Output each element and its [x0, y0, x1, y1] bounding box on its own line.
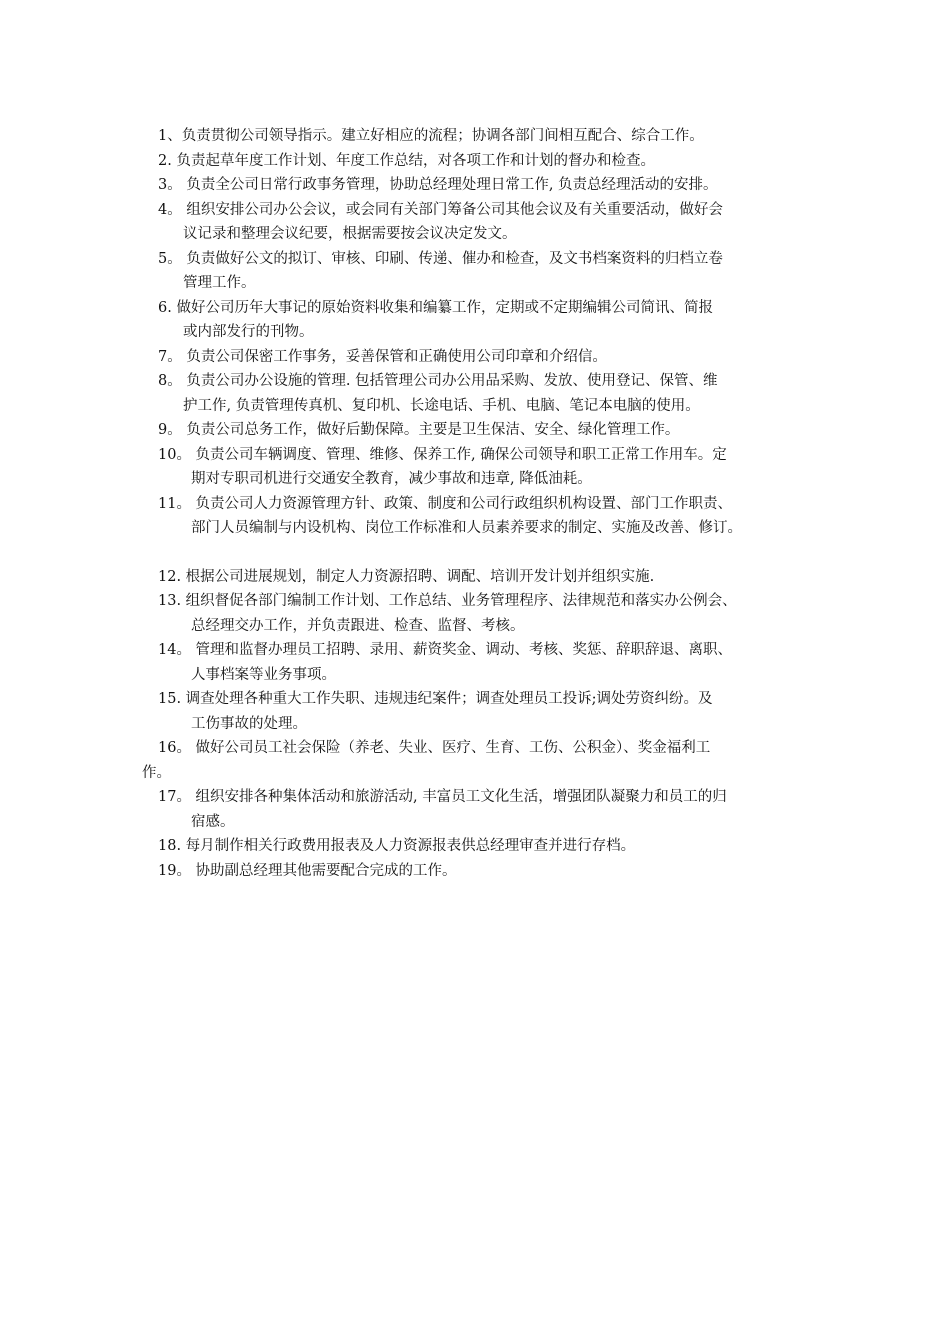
- item-number: 8。: [158, 373, 182, 389]
- item-text: 负责公司保密工作事务，妥善保管和正确使用公司印章和介绍信。: [181, 348, 607, 365]
- item-number: 12.: [158, 568, 182, 585]
- item-text: 负责公司人力资源管理方针、政策、制度和公司行政组织机构设置、部门工作职责、: [190, 495, 733, 512]
- item-continuation: 作。: [142, 764, 171, 781]
- item-number: 13.: [158, 593, 182, 609]
- item-number: 15.: [158, 691, 182, 707]
- item-continuation: 宿感。: [191, 813, 235, 830]
- list-item: [138, 834, 828, 859]
- item-text: 调查处理各种重大工作失职、违规违纪案件；调查处理员工投诉;调处劳资纠纷。及: [181, 691, 713, 707]
- item-number: 11。: [158, 495, 191, 512]
- item-continuation: 人事档案等业务事项。: [191, 666, 336, 683]
- list-item: [138, 785, 828, 834]
- item-number: 9。: [158, 422, 182, 438]
- item-continuation: 管理工作。: [183, 275, 256, 291]
- item-number: 5。: [158, 250, 182, 267]
- item-number: 17。: [158, 789, 191, 805]
- list-item: [138, 638, 828, 687]
- list-item: [138, 149, 828, 174]
- item-number: 3。: [158, 177, 182, 193]
- item-continuation: 部门人员编制与内设机构、岗位工作标准和人员素养要求的制定、实施及改善、修订。: [191, 520, 742, 536]
- item-text: 负责起草年度工作计划、年度工作总结，对各项工作和计划的督办和检查。: [171, 152, 655, 169]
- list-item: [138, 345, 828, 370]
- item-text: 根据公司进展规划，制定人力资源招聘、调配、培训开发计划并组织实施.: [181, 568, 655, 585]
- item-continuation: 期对专职司机进行交通安全教育，减少事故和违章, 降低油耗。: [191, 471, 592, 487]
- item-continuation: 护工作, 负责管理传真机、复印机、长途电话、手机、电脑、笔记本电脑的使用。: [183, 397, 700, 414]
- item-text: 做好公司历年大事记的原始资料收集和编纂工作，定期或不定期编辑公司简讯、简报: [171, 299, 713, 316]
- item-number: 1、: [158, 128, 182, 144]
- item-number: 19。: [158, 862, 191, 879]
- item-number: 10。: [158, 446, 191, 463]
- list-item: [138, 859, 828, 884]
- item-text: 负责公司办公设施的管理. 包括管理公司办公用品采购、发放、使用登记、保管、维: [181, 373, 718, 389]
- list-item: [138, 198, 828, 247]
- item-continuation: 工伤事故的处理。: [191, 715, 307, 732]
- item-continuation: 总经理交办工作，并负责跟进、检查、监督、考核。: [191, 617, 525, 634]
- list-item: [138, 443, 828, 492]
- item-text: 组织安排公司办公会议，或会同有关部门筹备公司其他会议及有关重要活动，做好会: [181, 201, 723, 218]
- list-item: [138, 369, 828, 418]
- list-item: [138, 492, 828, 541]
- list-item: [138, 687, 828, 736]
- item-text: 负责公司车辆调度、管理、维修、保养工作, 确保公司领导和职工正常工作用车。定: [190, 446, 727, 463]
- list-item: [138, 736, 828, 785]
- spacer: [138, 541, 828, 565]
- list-item: [138, 247, 828, 296]
- duty-list: [138, 124, 828, 883]
- item-text: 协助副总经理其他需要配合完成的工作。: [190, 862, 457, 879]
- item-text: 做好公司员工社会保险（养老、失业、医疗、生育、工伤、公积金）、奖金福利工: [190, 740, 711, 756]
- item-continuation: 议记录和整理会议纪要，根据需要按会议决定发文。: [183, 226, 517, 242]
- item-number: 6.: [158, 299, 172, 316]
- item-number: 7。: [158, 348, 182, 365]
- list-item: [138, 173, 828, 198]
- list-item: [138, 124, 828, 149]
- item-text: 每月制作相关行政费用报表及人力资源报表供总经理审查并进行存档。: [181, 838, 636, 854]
- list-item: [138, 296, 828, 345]
- item-text: 负责贯彻公司领导指示。建立好相应的流程；协调各部门间相互配合、综合工作。: [181, 128, 704, 144]
- item-continuation: 或内部发行的刊物。: [183, 324, 314, 340]
- item-text: 负责做好公文的拟订、审核、印刷、传递、催办和检查，及文书档案资料的归档立卷: [181, 250, 723, 267]
- item-number: 2.: [158, 152, 172, 169]
- item-text: 组织督促各部门编制工作计划、工作总结、业务管理程序、法律规范和落实办公例会、: [181, 593, 737, 609]
- list-item: [138, 565, 828, 590]
- item-text: 负责公司总务工作，做好后勤保障。主要是卫生保洁、安全、绿化管理工作。: [181, 422, 680, 438]
- item-number: 18.: [158, 838, 182, 854]
- item-number: 4。: [158, 201, 182, 218]
- list-item: [138, 589, 828, 638]
- item-number: 16。: [158, 740, 191, 756]
- item-text: 管理和监督办理员工招聘、录用、薪资奖金、调动、考核、奖惩、辞职辞退、离职、: [190, 642, 733, 658]
- item-text: 负责全公司日常行政事务管理，协助总经理处理日常工作, 负责总经理活动的安排。: [181, 177, 718, 193]
- item-text: 组织安排各种集体活动和旅游活动, 丰富员工文化生活，增强团队凝聚力和员工的归: [190, 789, 727, 805]
- item-number: 14。: [158, 642, 191, 658]
- list-item: [138, 418, 828, 443]
